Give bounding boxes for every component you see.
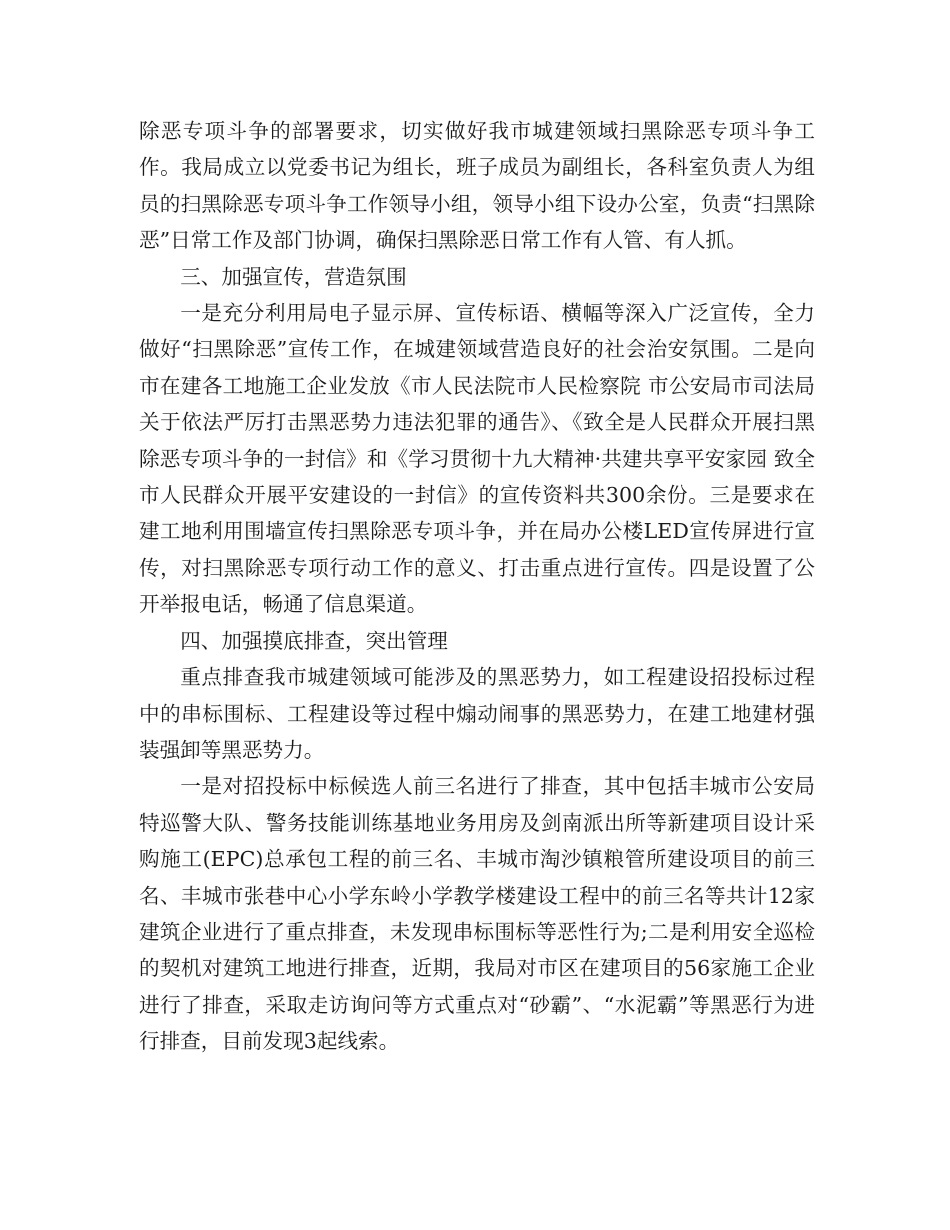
- paragraph-continuation: 除恶专项斗争的部署要求，切实做好我市城建领域扫黑除恶专项斗争工作。我局成立以党委书记为组长，班子成员为副组长，各科室负责人为组员的扫黑除恶专项斗争工作领导小组，领导小组下设办公室，负责“扫黑除恶”日常工作及部门协调，确保扫黑除恶日常工作有人管、有人抓。: [139, 119, 815, 253]
- paragraph-investigation-results: 一是对招投标中标候选人前三名进行了排查，其中包括丰城市公安局特巡警大队、警务技能训练基地业务用房及剑南派出所等新建项目设计采购施工(EPC)总承包工程的前三名、丰城市淘沙镇粮管所建设项目的前三名、丰城市张巷中心小学东岭小学教学楼建设工程中的前三名等共计12家建筑企业进行了重点排查，未发现串标围标等恶性行为;二是利用安全巡检的契机对建筑工地进行排查，近期，我局对市区在建项目的56家施工企业进行了排查，采取走访询问等方式重点对“砂霸”、“水泥霸”等黑恶行为进行排查，目前发现3起线索。: [139, 774, 815, 1054]
- section-heading-investigation: 四、加强摸底排查，突出管理: [180, 628, 448, 653]
- paragraph-investigation-focus: 重点排查我市城建领域可能涉及的黑恶势力，如工程建设招投标过程中的串标围标、工程建设等过程中煽动闹事的黑恶势力，在建工地建材强装强卸等黑恶势力。: [139, 665, 815, 762]
- paragraph-publicity: 一是充分利用局电子显示屏、宣传标语、横幅等深入广泛宣传，全力做好“扫黑除恶”宣传工作，在城建领域营造良好的社会治安氛围。二是向市在建各工地施工企业发放《市人民法院市人民检察院 市公安局市司法局关于依法严厉打击黑恶势力违法犯罪的通告》、《致全是人民群众开展扫黑除恶专项斗争的一封信》和《学习贯彻十九大精神·共建共享平安家园 致全市人民群众开展平安建设的一封信》的宣传资料共300余份。三是要求在建工地利用围墙宣传扫黑除恶专项斗争，并在局办公楼LED宣传屏进行宣传，对扫黑除恶专项行动工作的意义、打击重点进行宣传。四是设置了公开举报电话，畅通了信息渠道。: [139, 301, 815, 617]
- section-heading-publicity: 三、加强宣传，营造氛围: [180, 264, 407, 289]
- document-body: [139, 113, 815, 1060]
